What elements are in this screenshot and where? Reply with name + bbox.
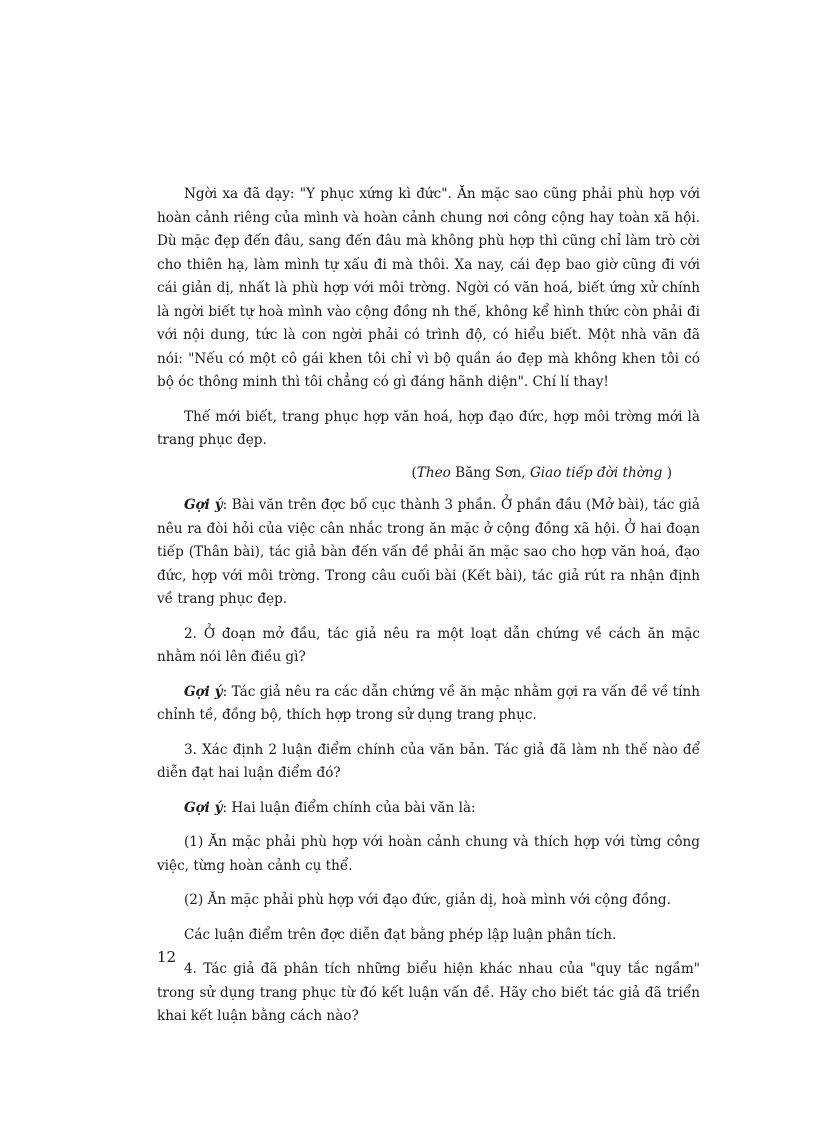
page-body bbox=[157, 183, 700, 1040]
citation-work: Giao tiếp đời thờng bbox=[529, 464, 663, 481]
question-2: 2. Ở đoạn mở đầu, tác giả nêu ra một loạt dẫn chứng về cách ăn mặc nhằm nói lên điều gì? bbox=[157, 625, 700, 665]
hint-text: : Tác giả nêu ra các dẫn chứng về ăn mặc nhằm gợi ra vấn đề về tính chỉnh tề, đồng bộ, thích hợp trong sử dụng trang phục. bbox=[157, 683, 700, 723]
hint-text: : Hai luận điểm chính của bài văn là: bbox=[222, 799, 476, 816]
hint-text: : Bài văn trên đợc bố cục thành 3 phần. Ở phần đầu (Mở bài), tác giả nêu ra đòi hỏi của việc cân nhắc trong ăn mặc ở cộng đồng xã hội. Ở hai đoạn tiếp (Thân bài), tác giả bàn đến vấn đề phải ăn mặc sao cho hợp văn hoá, đạo đức, hợp với môi trờng. Trong câu cuối bài (Kết bài), tác giả rút ra nhận định về trang phục đẹp. bbox=[157, 497, 700, 607]
point-1: (1) Ăn mặc phải phù hợp với hoàn cảnh chung và thích hợp với từng công việc, từng hoàn cảnh cụ thể. bbox=[157, 834, 700, 874]
points-summary: Các luận điểm trên đợc diễn đạt bằng phép lập luận phân tích. bbox=[184, 926, 617, 943]
question-3: 3. Xác định 2 luận điểm chính của văn bản. Tác giả đã làm nh thế nào để diễn đạt hai luận điểm đó? bbox=[157, 741, 700, 781]
point-2: (2) Ăn mặc phải phù hợp với đạo đức, giản dị, hoà mình với cộng đồng. bbox=[184, 892, 671, 908]
citation-close: ) bbox=[662, 464, 672, 481]
citation-open: ( bbox=[411, 464, 417, 481]
hint-label: Gợi ý bbox=[184, 683, 223, 700]
hint-label: Gợi ý bbox=[184, 497, 223, 513]
page-number: 12 bbox=[157, 948, 177, 966]
citation-theo: Theo bbox=[416, 464, 451, 481]
hint-paragraph-3 bbox=[157, 797, 700, 821]
hint-label: Gợi ý bbox=[184, 799, 223, 816]
question-4: 4. Tác giả đã phân tích những biểu hiện khác nhau của "quy tắc ngầm" trong sử dụng trang phục từ đó kết luận vấn đề. Hãy cho biết tác giả đã triển khai kết luận bằng cách nào? bbox=[157, 961, 700, 1024]
source-citation bbox=[157, 462, 700, 486]
hint-paragraph-1 bbox=[157, 494, 700, 612]
body-paragraph-2: Thế mới biết, trang phục hợp văn hoá, hợp đạo đức, hợp môi trờng mới là trang phục đẹp. bbox=[157, 408, 700, 448]
hint-paragraph-2 bbox=[157, 681, 700, 728]
citation-author: Băng Sơn, bbox=[450, 464, 530, 481]
body-paragraph-1: Ngời xa đã dạy: "Y phục xứng kì đức". Ăn mặc sao cũng phải phù hợp với hoàn cảnh riêng của mình và hoàn cảnh chung nơi công cộng hay toàn xã hội. Dù mặc đẹp đến đâu, sang đến đâu mà không phù hợp thì cũng chỉ làm trò cời cho thiên hạ, làm mình tự xấu đi mà thôi. Xa nay, cái đẹp bao giờ cũng đi với cái giản dị, nhất là phù hợp với môi trờng. Ngời có văn hoá, biết ứng xử chính là ngời biết tự hoà mình vào cộng đồng nh thế, không kể hình thức còn phải đi với nội dung, tức là con ngời phải có trình độ, có hiểu biết. Một nhà văn đã nói: "Nếu có một cô gái khen tôi chỉ vì bộ quần áo đẹp mà không khen tôi có bộ óc thông minh thì tôi chẳng có gì đáng hãnh diện". Chí lí thay! bbox=[157, 186, 700, 390]
